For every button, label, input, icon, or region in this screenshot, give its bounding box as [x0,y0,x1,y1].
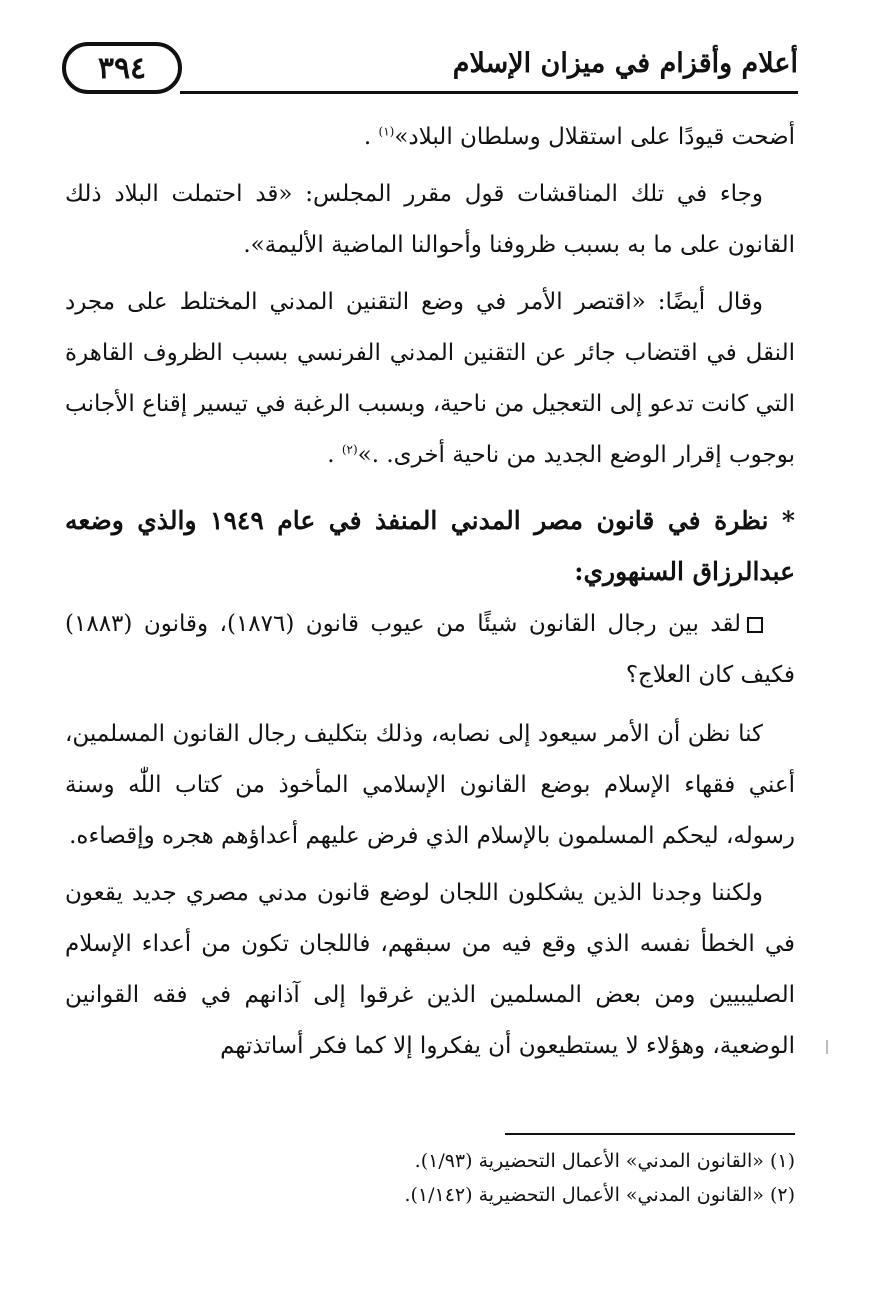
footnote-ref: (١) [378,124,395,139]
question-paragraph [65,599,795,701]
footnote: (١) «القانون المدني» الأعمال التحضيرية (١/٩٣). [414,1150,795,1172]
margin-mark [826,1040,828,1054]
page-number: ٣٩٤ [62,42,182,94]
footnotes [65,1144,795,1212]
footnote-ref: (٢) [341,442,358,457]
section-heading: * نظرة في قانون مصر المدني المنفذ في عام ١٩٤٩ والذي وضعه عبدالرزاق السنهوري: [65,506,796,586]
paragraph-text: أضحت قيودًا على استقلال وسلطان البلاد» [394,124,795,150]
paragraph: وجاء في تلك المناقشات قول مقرر المجلس: «قد احتملت البلاد ذلك القانون على ما به بسبب ظروفنا وأحوالنا الماضية الأليمة». [65,181,795,258]
paragraph: ولكننا وجدنا الذين يشكلون اللجان لوضع قانون مدني مصري جديد يقعون في الخطأ نفسه الذي وقع فيه من سبقهم، فاللجان تكون من أعداء الإسلام الصليبيين ومن بعض المسلمين الذين غرقوا إلى آذانهم في فقه القوانين الوضعية، وهؤلاء لا يستطيعون أن يفكروا إلا كما فكر أساتذتهم [65,880,795,1059]
punctuation: . [363,124,379,150]
paragraph-text: وقال أيضًا: «اقتصر الأمر في وضع التقنين المدني المختلط على مجرد النقل في اقتضاب جائر عن التقنين المدني الفرنسي بسبب الظروف القاهرة التي كانت تدعو إلى التعجيل من ناحية، وبسبب الرغبة في تيسير إقناع الأجانب بوجوب إقرار الوضع الجديد من ناحية أخرى. .» [65,289,795,468]
footnote: (٢) «القانون المدني» الأعمال التحضيرية (١/١٤٢). [404,1184,795,1206]
header-rule [180,91,798,94]
paragraph: كنا نظن أن الأمر سيعود إلى نصابه، وذلك بتكليف رجال القانون المسلمين، أعني فقهاء الإسلام بوضع القانون الإسلامي المأخوذ من كتاب اللّٰه وسنة رسوله، ليحكم المسلمون بالإسلام الذي فرض عليهم أعداؤهم هجره وإقصاءه. [65,721,795,849]
body-text [65,112,795,1078]
punctuation: . [327,442,342,468]
question-marker-icon [747,617,763,633]
paragraph [65,277,795,481]
footnote-rule [505,1133,795,1135]
question-text: لقد بين رجال القانون شيئًا من عيوب قانون (١٨٧٦)، وقانون (١٨٨٣) فكيف كان العلاج؟ [65,611,795,688]
page-header [62,42,798,102]
running-title: أعلام وأقزام في ميزان الإسلام [452,48,798,79]
paragraph [65,112,795,163]
